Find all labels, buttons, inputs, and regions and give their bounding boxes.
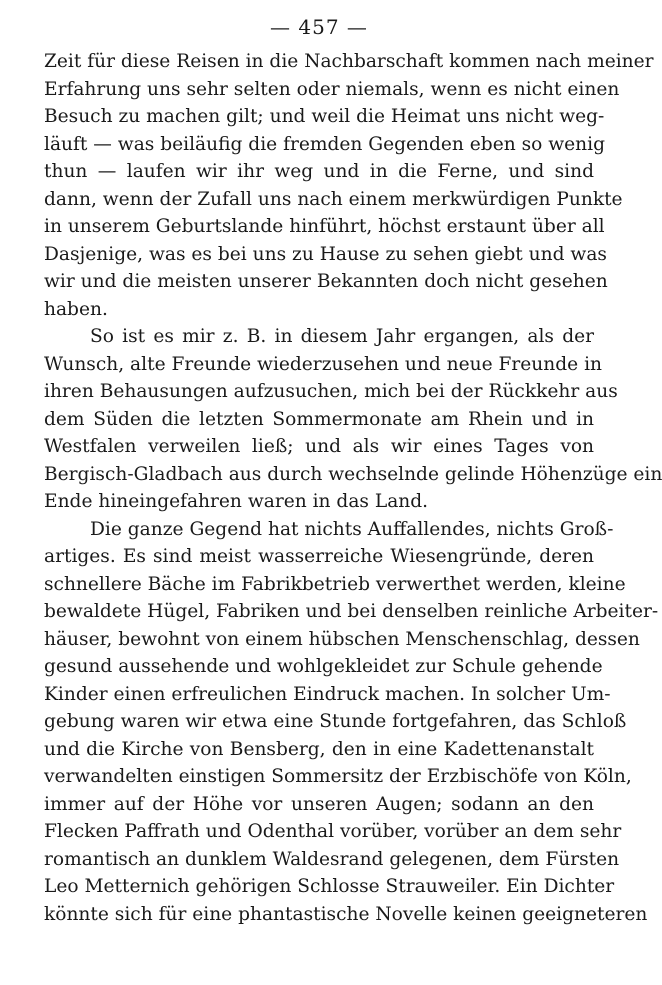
text-line: Ende hineingefahren waren in das Land. xyxy=(44,491,429,512)
text-line: dem Süden die letzten Sommermonate am Rhein und in xyxy=(44,408,594,430)
text-line: bewaldete Hügel, Fabriken und bei denselben reinliche Arbeiter- xyxy=(44,601,659,622)
book-page xyxy=(44,14,662,928)
text-line: immer auf der Höhe vor unseren Augen; sodann an den xyxy=(44,793,594,815)
text-line: Besuch zu machen gilt; und weil die Heimat uns nicht weg- xyxy=(44,106,605,127)
text-line: Flecken Paffrath und Odenthal vorüber, vorüber an dem sehr xyxy=(44,821,622,842)
text-line: ihren Behausungen aufzusuchen, mich bei der Rückkehr aus xyxy=(44,381,618,402)
text-line: Zeit für diese Reisen in die Nachbarschaft kommen nach meiner xyxy=(44,51,654,72)
text-line: Leo Metternich gehörigen Schlosse Strauweiler. Ein Dichter xyxy=(44,876,615,897)
text-line: wir und die meisten unserer Bekannten doch nicht gesehen xyxy=(44,271,608,292)
text-line: Bergisch-Gladbach aus durch wechselnde gelinde Höhenzüge ein xyxy=(44,463,662,485)
text-line: romantisch an dunklem Waldesrand gelegenen, dem Fürsten xyxy=(44,848,620,870)
text-line: Die ganze Gegend hat nichts Auffallendes, nichts Groß- xyxy=(90,518,614,540)
text-line: Wunsch, alte Freunde wiederzusehen und neue Freunde in xyxy=(44,353,602,375)
text-line: Dasjenige, was es bei uns zu Hause zu sehen giebt und was xyxy=(44,243,607,265)
paragraph xyxy=(44,516,659,929)
text-line: So ist es mir z. B. in diesem Jahr ergangen, als der xyxy=(90,326,594,347)
text-line: läuft — was beiläufig die fremden Gegenden eben so wenig xyxy=(44,133,605,155)
text-line: könnte sich für eine phantastische Novelle keinen geeigneteren xyxy=(44,903,648,925)
text-line: häuser, bewohnt von einem hübschen Menschenschlag, dessen xyxy=(44,628,640,650)
text-line: Erfahrung uns sehr selten oder niemals, wenn es nicht einen xyxy=(44,78,620,100)
paragraph xyxy=(44,48,654,323)
text-line: artiges. Es sind meist wasserreiche Wiesengründe, deren xyxy=(44,546,594,567)
text-line: verwandelten einstigen Sommersitz der Erzbischöfe von Köln, xyxy=(44,766,632,787)
paragraph xyxy=(44,323,662,516)
text-line: gebung waren wir etwa eine Stunde fortgefahren, das Schloß xyxy=(44,711,627,732)
text-line: in unserem Geburtslande hinführt, höchst erstaunt über all xyxy=(44,216,605,237)
text-line: dann, wenn der Zufall uns nach einem merkwürdigen Punkte xyxy=(44,188,623,210)
text-line: und die Kirche von Bensberg, den in eine Kadettenanstalt xyxy=(44,738,594,760)
text-body xyxy=(44,48,662,928)
text-line: Westfalen verweilen ließ; und als wir eines Tages von xyxy=(44,436,594,457)
text-line: haben. xyxy=(44,298,108,320)
page-number: — 457 — xyxy=(270,15,368,39)
text-line: schnellere Bäche im Fabrikbetrieb verwerthet werden, kleine xyxy=(44,573,626,595)
text-line: thun — laufen wir ihr weg und in die Ferne, und sind xyxy=(44,161,594,182)
text-line: Kinder einen erfreulichen Eindruck machen. In solcher Um- xyxy=(44,683,611,705)
text-line: gesund aussehende und wohlgekleidet zur Schule gehende xyxy=(44,656,603,677)
